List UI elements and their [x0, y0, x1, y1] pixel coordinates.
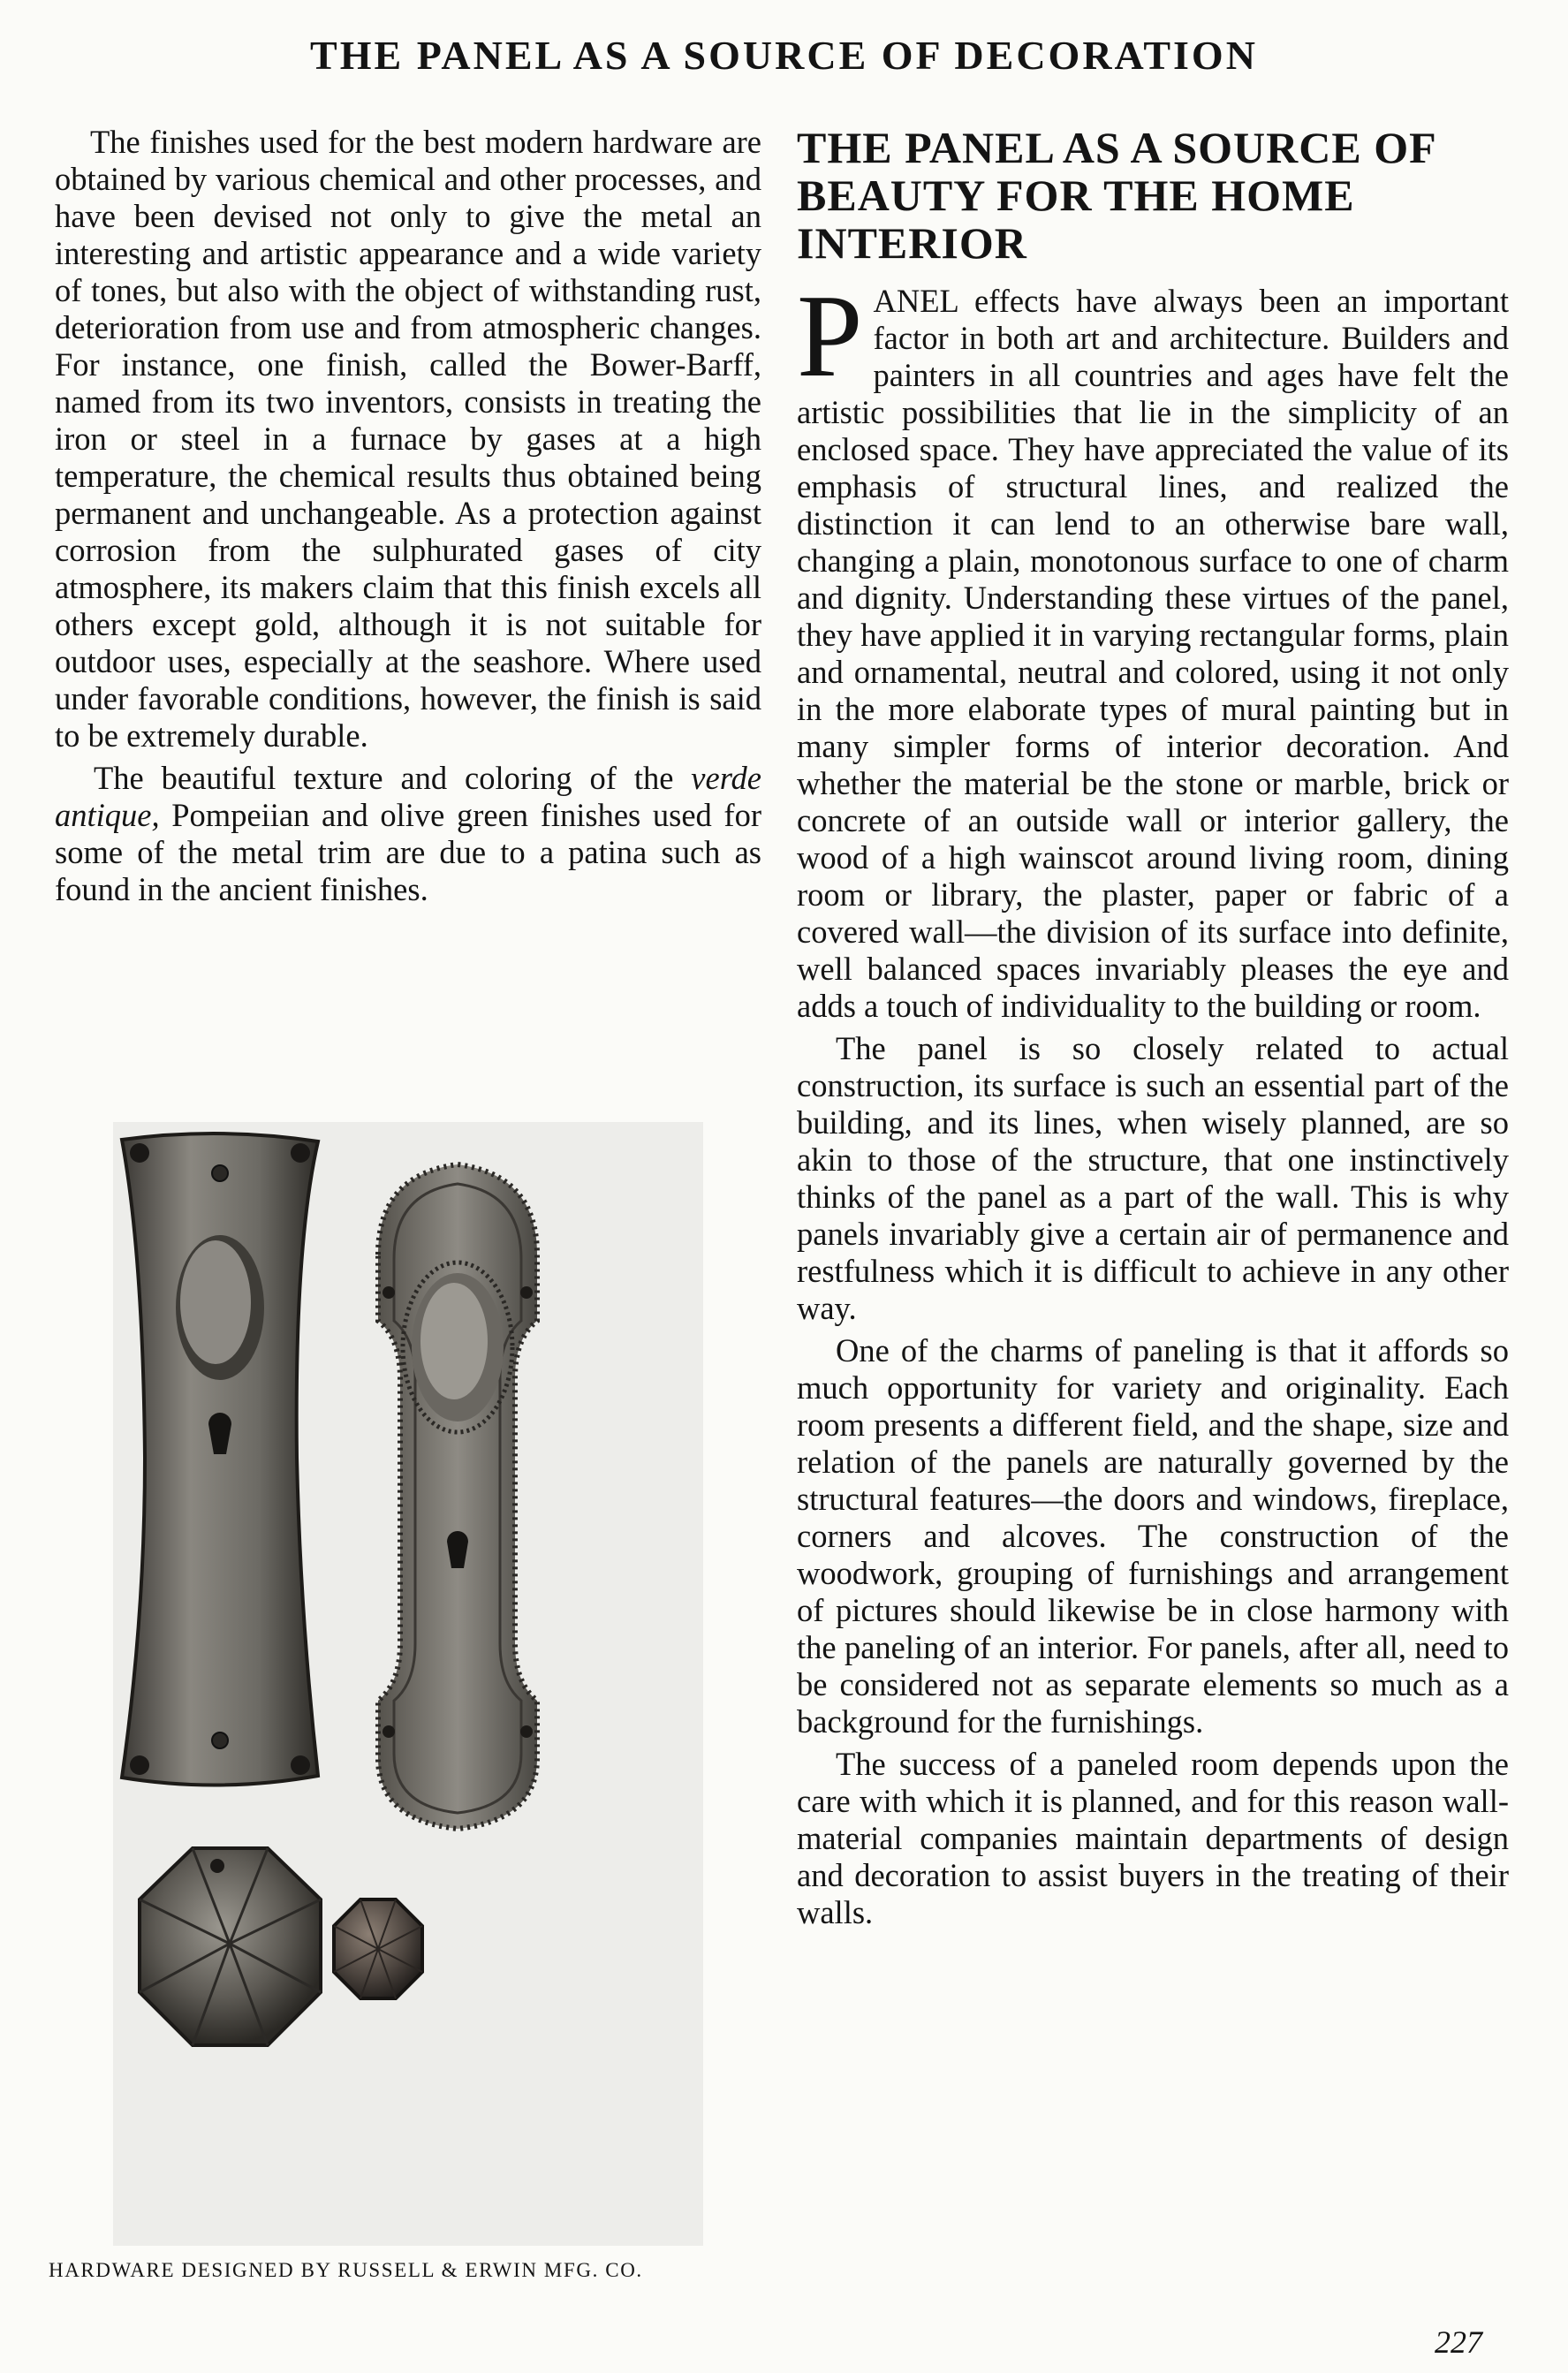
beaded-door-plate [378, 1164, 537, 1829]
running-head: THE PANEL AS A SOURCE OF DECORATION [310, 33, 1258, 78]
paragraph-finishes: The finishes used for the best modern hardware are obtained by various chemical and other processes, and have been devised not only to give the metal an interesting and artistic appearance and a wide variety of tones, but also with the object of withstanding rust, deterioration from use and from atmospheric changes. For instance, one finish, called the Bower-Barff, named from its two inventors, consists in treating the iron or steel in a furnace by gases at a high temperature, the chemical results thus obtained being permanent and unchangeable. As a protection against corrosion from the sulphurated gases of city atmosphere, its makers claim that this finish excels all others except gold, although it is not suitable for outdoor uses, especially at the seashore. Where used under favorable conditions, however, the finish is said to be extremely durable. [55, 124, 761, 754]
paragraph-success-of-room: The success of a paneled room depends upon the care with which it is planned, and for this reason wall-material companies maintain departments of design and decoration to assist buyers in the treating of their walls. [797, 1746, 1509, 1930]
art-nouveau-door-plate [122, 1133, 318, 1785]
left-column [55, 124, 761, 914]
figure-caption: HARDWARE DESIGNED BY RUSSELL & ERWIN MFG. CO. [49, 2259, 643, 2281]
lead-paragraph-text: ANEL effects have always been an important factor in both art and architecture. Builders and painters in all countries and ages have felt the artistic possibilities that lie in the simplicity of an enclosed space. They have appreciated the value of its emphasis of structural lines, and realized the distinction it can lend to an otherwise bare wall, changing a plain, monotonous surface to one of charm and dignity. Understanding these virtues of the panel, they have applied it in varying rectangular forms, plain and ornamental, neutral and colored, using it not only in the more elaborate types of mural painting but in many simpler forms of interior decoration. And whether the material be the stone or marble, brick or concrete of an outside wall or interior gallery, the wood of a high wainscot around living room, dining room or library, the plaster, paper or fabric of a covered wall—the division of its surface into definite, well balanced spaces invariably pleases the eye and adds a touch of individuality to the building or room. [797, 283, 1509, 1024]
paragraph-verde-antique [55, 760, 761, 908]
page-number: 227 [1435, 2324, 1482, 2360]
para2-text-b: Pompeiian and olive green finishes used for some of the metal trim are due to a patina such as found in the ancient finishes. [55, 797, 761, 907]
paragraph-charms-of-paneling: One of the charms of paneling is that it affords so much opportunity for variety and originality. Each room presents a different field, and the shape, size and relation of the panels are naturally governed by the structural features—the doors and windows, fireplace, corners and alcoves. The construction of the woodwork, grouping of furnishings and arrangement of pictures should likewise be in close harmony with the paneling of an interior. For panels, after all, need to be considered not as separate elements so much as a background for the furnishings. [797, 1332, 1509, 1740]
small-octagonal-glass-knob [334, 1899, 422, 1998]
paragraph-panel-effects [797, 270, 1509, 1025]
paragraph-construction: The panel is so closely related to actual construction, its surface is such an essential part of the building, and its lines, when wisely planned, are so akin to those of the structure, that one instinctively thinks of the panel as a part of the wall. This is why panels invariably give a certain air of permanence and restfulness which it is difficult to achieve in any other way. [797, 1030, 1509, 1326]
article-title: THE PANEL AS A SOURCE OF BEAUTY FOR THE HOME INTERIOR [797, 123, 1435, 268]
large-octagonal-glass-knob [140, 1848, 321, 2045]
drop-cap-letter: P [797, 270, 863, 401]
hardware-photo [113, 1122, 703, 2246]
right-column [797, 124, 1509, 1937]
verde-antique-italic: verde antique, [55, 760, 761, 833]
para2-text-a: The beautiful texture and coloring of the [94, 760, 692, 796]
